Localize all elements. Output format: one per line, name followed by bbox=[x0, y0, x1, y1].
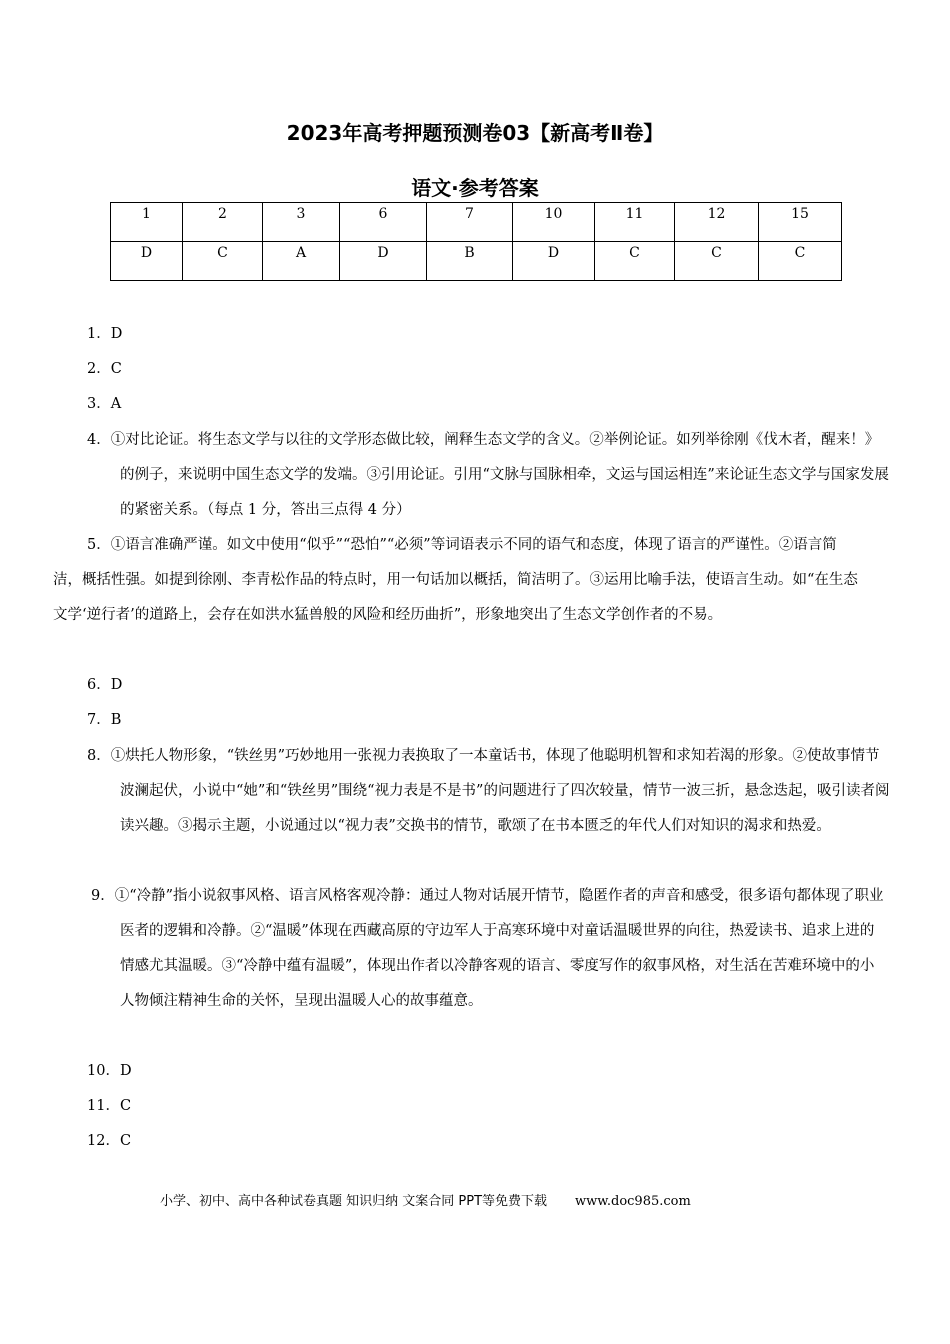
answer-table-number-row bbox=[111, 203, 842, 242]
table-cell-answer: D bbox=[340, 242, 427, 281]
answer-item-9: 9．①“冷静”指小说叙事风格、语言风格客观冷静：通过人物对话展开情节，隐匿作者的声音和感受，很多语句都体现了职业医者的逻辑和冷静。②“温暖”体现在西藏高原的守边军人于高寒环境中对童话温暖世界的向往，热爱读书、追求上进的情感尤其温暖。③“冷静中蕴有温暖”，体现出作者以冷静客观的语言、零度写作的叙事风格，对生活在苦难环境中的小人物倾注精神生命的关怀，呈现出温暖人心的故事蕴意。 bbox=[91, 888, 884, 1009]
answer-item-3: 3．A bbox=[87, 396, 122, 412]
answer-item-8: 8．①烘托人物形象，“铁丝男”巧妙地用一张视力表换取了一本童话书，体现了他聪明机智和求知若渴的形象。②使故事情节波澜起伏，小说中“她”和“铁丝男”围绕“视力表是不是书”的问题进行了四次较量，情节一波三折，悬念迭起，吸引读者阅读兴趣。③揭示主题，小说通过以“视力表”交换书的情节，歌颂了在书本匮乏的年代人们对知识的渴求和热爱。 bbox=[87, 748, 890, 834]
table-cell-number: 15 bbox=[759, 203, 842, 242]
table-cell-number: 1 bbox=[111, 203, 183, 242]
footer-text: 小学、初中、高中各种试卷真题 知识归纳 文案合同 PPT等免费下载 bbox=[160, 1194, 548, 1209]
answer-item-6: 6．D bbox=[87, 677, 123, 693]
answer-table bbox=[110, 202, 842, 281]
answer-item-4: 4．①对比论证。将生态文学与以往的文学形态做比较，阐释生态文学的含义。②举例论证。如列举徐刚《伐木者，醒来！》的例子，来说明中国生态文学的发端。③引用论证。引用“文脉与国脉相牵，文运与国运相连”来论证生态文学与国家发展的紧密关系。（每点 1 分，答出三点得 4 分） bbox=[87, 432, 889, 518]
answer-item-7: 7．B bbox=[87, 712, 122, 728]
table-cell-number: 12 bbox=[675, 203, 759, 242]
table-cell-answer: B bbox=[427, 242, 513, 281]
answer-item-5: 5．①语言准确严谨。如文中使用“似乎”“恐怕”“必须”等词语表示不同的语气和态度，体现了语言的严谨性。②语言简洁，概括性强。如提到徐刚、李青松作品的特点时，用一句话加以概括，简洁明了。③运用比喻手法，使语言生动。如“在生态文学‘逆行者’的道路上，会存在如洪水猛兽般的风险和经历曲折”，形象地突出了生态文学创作者的不易。 bbox=[53, 537, 858, 623]
page-title: 2023年高考押题预测卷03【新高考Ⅱ卷】 bbox=[286, 121, 664, 145]
table-cell-answer: A bbox=[263, 242, 340, 281]
answer-item-2: 2．C bbox=[87, 361, 122, 377]
table-cell-number: 2 bbox=[183, 203, 263, 242]
table-cell-number: 7 bbox=[427, 203, 513, 242]
table-cell-answer: C bbox=[183, 242, 263, 281]
table-cell-answer: D bbox=[111, 242, 183, 281]
page-footer bbox=[160, 1190, 691, 1209]
table-cell-answer: C bbox=[675, 242, 759, 281]
footer-url: www.doc985.com bbox=[575, 1194, 691, 1209]
table-cell-answer: C bbox=[759, 242, 842, 281]
table-cell-answer: D bbox=[513, 242, 595, 281]
table-cell-answer: C bbox=[595, 242, 675, 281]
table-cell-number: 10 bbox=[513, 203, 595, 242]
answer-item-1: 1．D bbox=[87, 326, 123, 342]
answer-item-11: 11．C bbox=[87, 1098, 132, 1114]
table-cell-number: 3 bbox=[263, 203, 340, 242]
answer-item-12: 12．C bbox=[87, 1133, 132, 1149]
table-cell-number: 11 bbox=[595, 203, 675, 242]
page-subtitle: 语文·参考答案 bbox=[411, 176, 539, 200]
answer-table-answer-row bbox=[111, 242, 842, 281]
answer-item-10: 10．D bbox=[87, 1063, 132, 1079]
table-cell-number: 6 bbox=[340, 203, 427, 242]
